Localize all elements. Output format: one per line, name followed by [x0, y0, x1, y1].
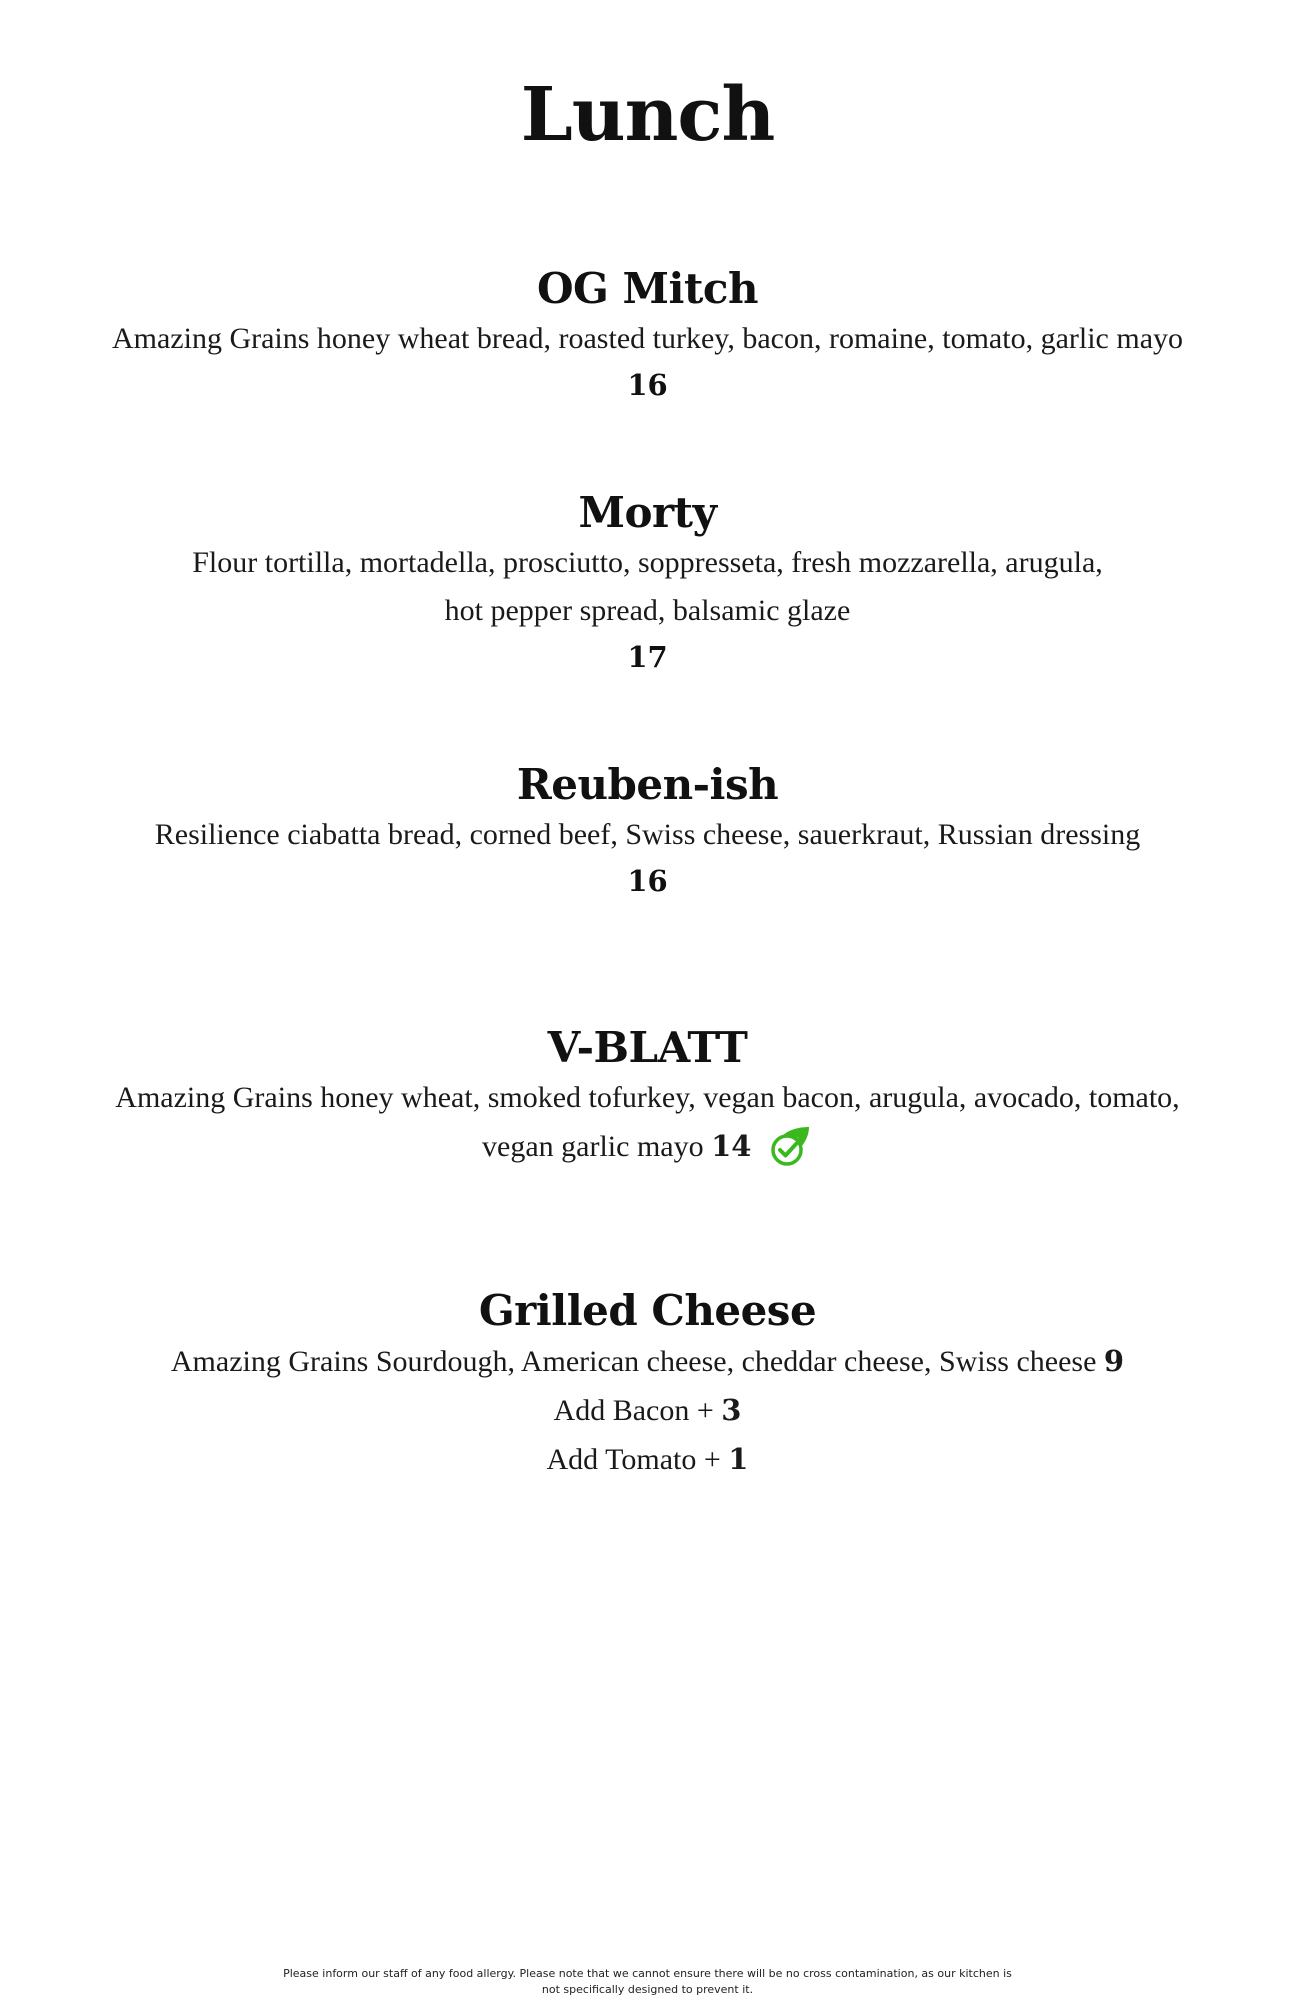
item-description: Amazing Grains honey wheat, smoked tofurkey, vegan bacon, arugula, avocado, tomato, [115, 1081, 1180, 1114]
item-description: Flour tortilla, mortadella, prosciutto, soppresseta, fresh mozzarella, arugula, [192, 546, 1103, 579]
addon-tomato [0, 1435, 1295, 1484]
menu-item-v-blatt [0, 1022, 1295, 1171]
item-description-line-2 [0, 1122, 1295, 1171]
menu-item-reuben-ish [0, 759, 1295, 903]
allergy-notice [0, 1966, 1295, 1998]
item-description: Amazing Grains honey wheat bread, roasted turkey, bacon, romaine, tomato, garlic mayo [111, 322, 1184, 355]
item-price: 9 [1103, 1344, 1125, 1378]
item-name: Reuben-ish [516, 760, 779, 809]
addon-label: Add Bacon + [553, 1394, 714, 1427]
item-description-line [0, 1337, 1295, 1386]
item-description: hot pepper spread, balsamic glaze [444, 594, 851, 627]
item-price: 17 [627, 640, 668, 674]
addon-price: 1 [728, 1442, 749, 1476]
addon-price: 3 [721, 1393, 742, 1427]
item-description: vegan garlic mayo [482, 1130, 704, 1163]
page-title: Lunch [520, 72, 775, 158]
menu-item-morty [0, 487, 1295, 679]
item-name: OG Mitch [536, 264, 759, 313]
addon-label: Add Tomato + [546, 1443, 721, 1476]
item-description: Amazing Grains Sourdough, American cheese, cheddar cheese, Swiss cheese [170, 1345, 1097, 1378]
menu-item-grilled-cheese [0, 1285, 1295, 1484]
item-name: Grilled Cheese [478, 1286, 817, 1335]
item-price: 14 [711, 1129, 752, 1163]
item-price: 16 [627, 368, 668, 402]
allergy-notice-line: Please inform our staff of any food allergy. Please note that we cannot ensure there will be no cross contamination, as our kitchen is [283, 1967, 1012, 1980]
item-description: Resilience ciabatta bread, corned beef, Swiss cheese, sauerkraut, Russian dressing [154, 818, 1141, 851]
item-name: Morty [578, 488, 717, 537]
vegan-leaf-check-icon [769, 1123, 813, 1167]
menu-item-og-mitch [0, 263, 1295, 407]
item-price: 16 [627, 864, 668, 898]
addon-bacon [0, 1386, 1295, 1435]
allergy-notice-line: not specifically designed to prevent it. [541, 1983, 754, 1996]
item-name: V-BLATT [547, 1023, 748, 1072]
